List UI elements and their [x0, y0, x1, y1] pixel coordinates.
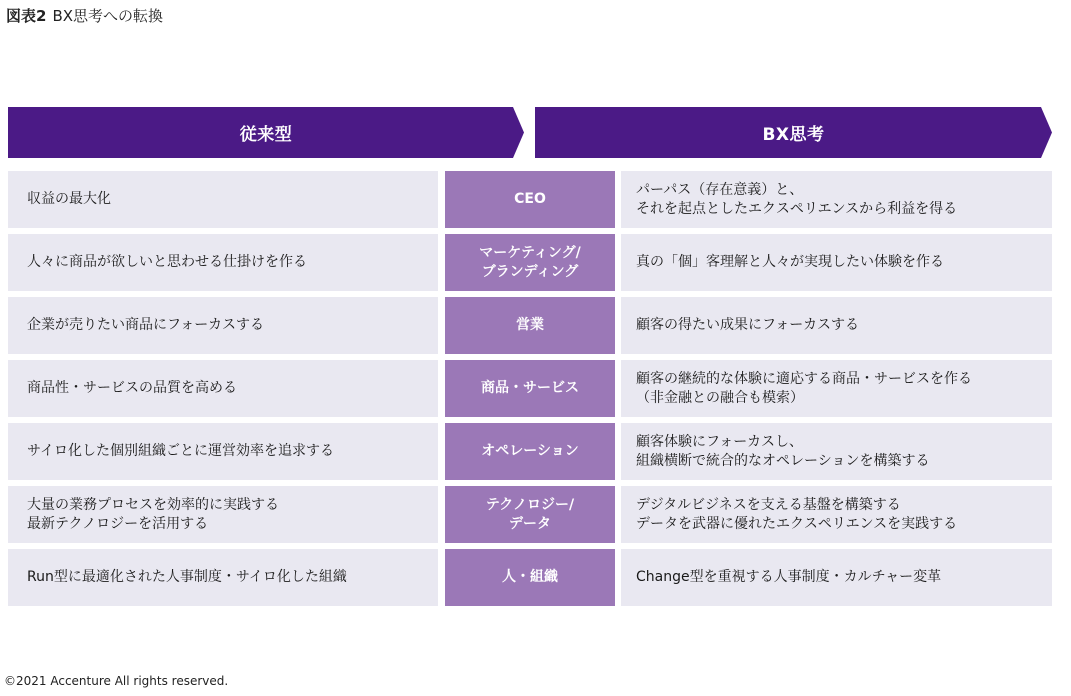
header-conventional: [8, 107, 524, 158]
conventional-cell: 大量の業務プロセスを効率的に実践する 最新テクノロジーを活用する: [8, 486, 438, 543]
function-cell: 人・組織: [445, 549, 615, 606]
header-bx-thinking-label: BX思考: [762, 125, 825, 145]
copyright-notice: ©2021 Accenture All rights reserved.: [4, 674, 229, 688]
function-cell: 商品・サービス: [445, 360, 615, 417]
header-conventional-label: 従来型: [239, 125, 293, 145]
conventional-cell: 収益の最大化: [8, 171, 438, 228]
function-cell: オペレーション: [445, 423, 615, 480]
conventional-cell: Run型に最適化された人事制度・サイロ化した組織: [8, 549, 438, 606]
function-cell: テクノロジー/ データ: [445, 486, 615, 543]
function-cell: 営業: [445, 297, 615, 354]
comparison-row-ceo: [8, 171, 1052, 228]
bx-cell: パーパス（存在意義）と、 それを起点としたエクスペリエンスから利益を得る: [621, 171, 1052, 228]
comparison-row-people: [8, 549, 1052, 606]
bx-cell: Change型を重視する人事制度・カルチャー変革: [621, 549, 1052, 606]
comparison-row-sales: [8, 297, 1052, 354]
comparison-row-products: [8, 360, 1052, 417]
header-bx-thinking: [535, 107, 1052, 158]
figure-title-text: BX思考への転換: [52, 7, 164, 25]
function-cell: マーケティング/ ブランディング: [445, 234, 615, 291]
conventional-cell: 企業が売りたい商品にフォーカスする: [8, 297, 438, 354]
bx-cell: 真の「個」客理解と人々が実現したい体験を作る: [621, 234, 1052, 291]
comparison-row-operations: [8, 423, 1052, 480]
conventional-cell: 商品性・サービスの品質を高める: [8, 360, 438, 417]
figure-label: 図表2: [6, 7, 47, 25]
bx-cell: 顧客の継続的な体験に適応する商品・サービスを作る （非金融との融合も模索）: [621, 360, 1052, 417]
function-cell: CEO: [445, 171, 615, 228]
bx-cell: 顧客の得たい成果にフォーカスする: [621, 297, 1052, 354]
comparison-row-technology: [8, 486, 1052, 543]
comparison-row-marketing: [8, 234, 1052, 291]
conventional-cell: サイロ化した個別組織ごとに運営効率を追求する: [8, 423, 438, 480]
bx-cell: デジタルビジネスを支える基盤を構築する データを武器に優れたエクスペリエンスを実践する: [621, 486, 1052, 543]
conventional-cell: 人々に商品が欲しいと思わせる仕掛けを作る: [8, 234, 438, 291]
bx-cell: 顧客体験にフォーカスし、 組織横断で統合的なオペレーションを構築する: [621, 423, 1052, 480]
figure-title: [6, 5, 163, 26]
